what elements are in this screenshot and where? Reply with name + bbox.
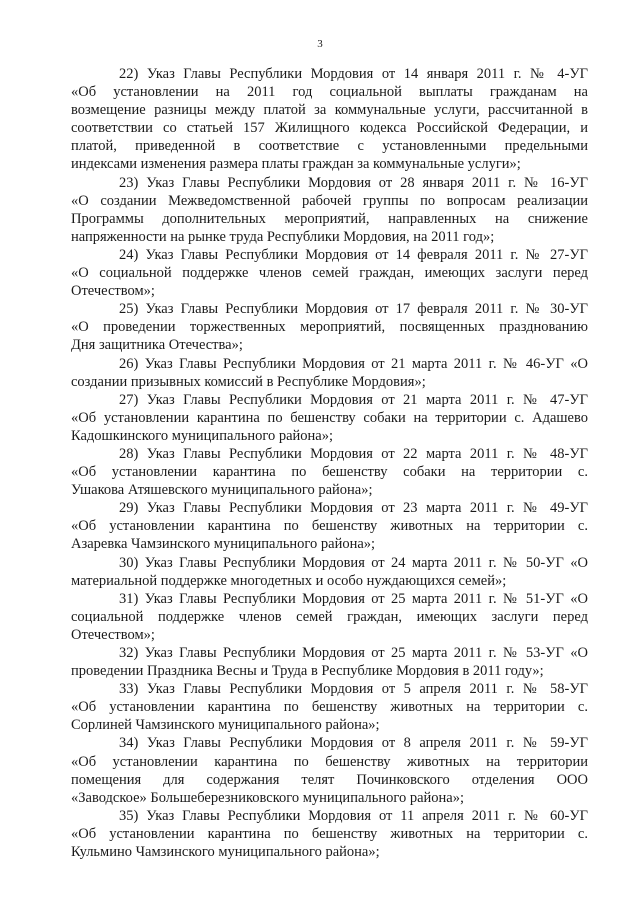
decree-line: Отечеством»; (71, 626, 155, 643)
decree-line: «О социальной поддержке членов семей граждан, имеющих заслуги перед (71, 265, 588, 282)
decree-line: «Об установлении карантина по бешенству собаки на территории с. (71, 464, 588, 481)
decree-line: Дня защитника Отечества»; (71, 337, 243, 354)
decree-line: «Об установлении карантина по бешенству животных на территории с. (71, 825, 588, 842)
decree-item (71, 807, 588, 861)
decree-line: 22) Указ Главы Республики Мордовия от 14 января 2011 г. № 4-УГ (119, 66, 588, 82)
decree-line: Сорлиней Чамзинского муниципального района»; (71, 717, 380, 734)
decree-line: 34) Указ Главы Республики Мордовия от 8 апреля 2011 г. № 59-УГ (119, 735, 588, 752)
page-number: 3 (317, 38, 323, 50)
decree-line: напряженности на рынке труда Республики Мордовия, на 2011 год»; (71, 228, 495, 245)
decree-line: 25) Указ Главы Республики Мордовия от 17 февраля 2011 г. № 30-УГ (119, 301, 588, 318)
decree-line: 32) Указ Главы Республики Мордовия от 25 марта 2011 г. № 53-УГ «О (119, 645, 588, 661)
decree-line: «Об установлении карантина по бешенству животных на территории с. (71, 518, 588, 535)
decree-line: материальной поддержке многодетных и особо нуждающихся семей»; (71, 572, 507, 589)
decree-item (71, 680, 588, 734)
decree-line: Кульмино Чамзинского муниципального района»; (71, 844, 380, 861)
decree-item (71, 300, 588, 354)
decree-line: проведении Праздника Весны и Труда в Республике Мордовия в 2011 году»; (71, 663, 544, 680)
decree-line: Кадошкинского муниципального района»; (71, 427, 334, 444)
decree-line: социальной поддержке членов семей граждан, имеющих заслуги перед (71, 608, 588, 625)
decree-line: Отечеством»; (71, 283, 155, 300)
decree-line: «О создании Межведомственной рабочей группы по вопросам реализации (71, 192, 588, 209)
decree-line: 29) Указ Главы Республики Мордовия от 23 марта 2011 г. № 49-УГ (119, 500, 588, 517)
decree-list (71, 65, 588, 861)
decree-item (71, 355, 588, 391)
decree-line: 23) Указ Главы Республики Мордовия от 28 января 2011 г. № 16-УГ (119, 174, 588, 191)
decree-item (71, 246, 588, 300)
decree-line: 31) Указ Главы Республики Мордовия от 25 марта 2011 г. № 51-УГ «О (119, 590, 588, 607)
decree-line: «Об установлении карантина по бешенству животных на территории (71, 753, 588, 770)
decree-line: Программы дополнительных мероприятий, направленных на снижение (71, 210, 588, 227)
decree-line: Ушакова Атяшевского муниципального района»; (71, 482, 373, 499)
decree-item (71, 499, 588, 553)
decree-line: платой, приведенной в соответствие с установленными предельными (71, 138, 588, 155)
decree-line: «Об установлении на 2011 год социальной выплаты гражданам на (71, 84, 588, 101)
decree-line: 27) Указ Главы Республики Мордовия от 21 марта 2011 г. № 47-УГ (119, 391, 588, 408)
decree-line: возмещение разницы между платой за коммунальные услуги, рассчитанной в (71, 102, 588, 119)
decree-item (71, 734, 588, 806)
decree-line: помещения для содержания телят Починковского отделения ООО (71, 771, 588, 788)
decree-item (71, 65, 588, 174)
decree-item (71, 590, 588, 644)
decree-line: соответствии со статьей 157 Жилищного кодекса Российской Федерации, и (71, 120, 588, 137)
decree-line: 30) Указ Главы Республики Мордовия от 24 марта 2011 г. № 50-УГ «О (119, 554, 588, 571)
decree-line: «О проведении торжественных мероприятий, посвященных празднованию (71, 319, 588, 336)
decree-line: создании призывных комиссий в Республике Мордовия»; (71, 373, 426, 390)
decree-line: 33) Указ Главы Республики Мордовия от 5 апреля 2011 г. № 58-УГ (119, 681, 588, 698)
decree-item (71, 174, 588, 246)
decree-item (71, 554, 588, 590)
decree-line: «Об установлении карантина по бешенству животных на территории с. (71, 699, 588, 716)
decree-item (71, 445, 588, 499)
decree-item (71, 644, 588, 680)
decree-line: 35) Указ Главы Республики Мордовия от 11 апреля 2011 г. № 60-УГ (119, 807, 588, 824)
decree-line: Азаревка Чамзинского муниципального района»; (71, 536, 376, 553)
decree-line: 24) Указ Главы Республики Мордовия от 14 февраля 2011 г. № 27-УГ (119, 246, 588, 263)
decree-line: «Заводское» Большеберезниковского муниципального района»; (71, 789, 465, 806)
decree-line: 26) Указ Главы Республики Мордовия от 21 марта 2011 г. № 46-УГ «О (119, 355, 588, 372)
decree-item (71, 391, 588, 445)
decree-line: 28) Указ Главы Республики Мордовия от 22 марта 2011 г. № 48-УГ (119, 445, 588, 462)
decree-line: индексами изменения размера платы граждан за коммунальные услуги»; (71, 156, 521, 173)
decree-line: «Об установлении карантина по бешенству собаки на территории с. Адашево (71, 409, 588, 426)
